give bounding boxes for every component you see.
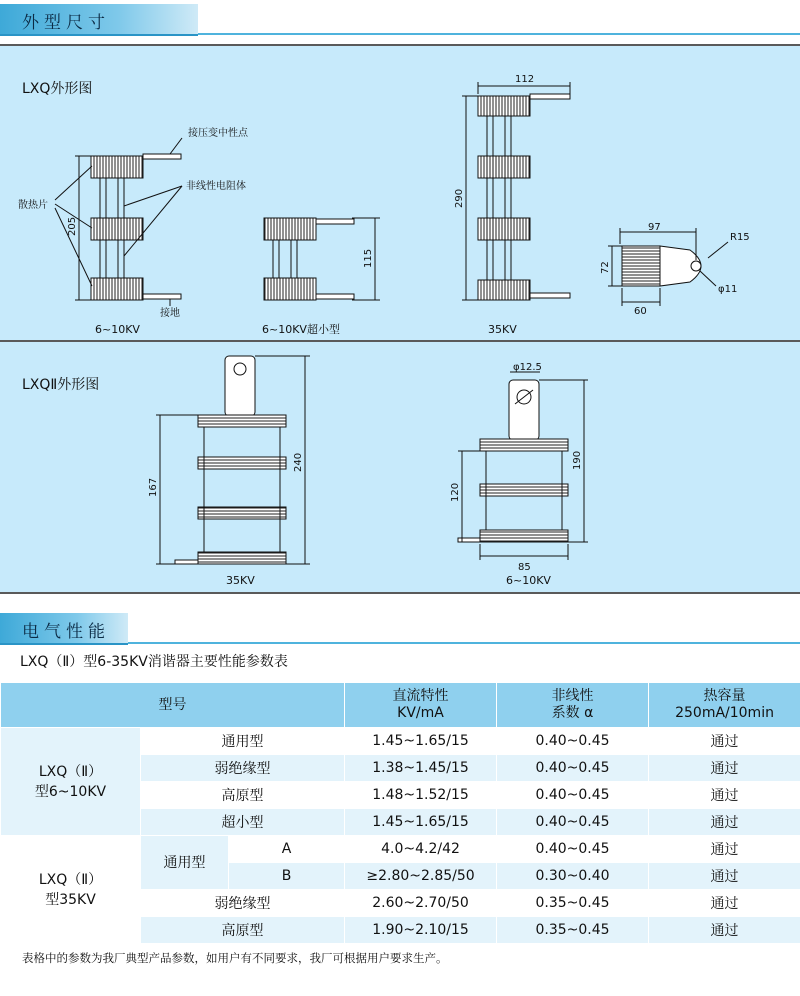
dim-phi12-5: φ12.5 bbox=[513, 362, 542, 373]
group-line2: 型35KV bbox=[45, 891, 96, 908]
dim-r15: R15 bbox=[730, 232, 750, 243]
caption-6-10kv: 6~10KV bbox=[95, 323, 140, 336]
header-heat-line2: 250mA/10min bbox=[675, 705, 774, 721]
cell-dc: ≥2.80~2.85/50 bbox=[345, 863, 497, 890]
dim-97: 97 bbox=[648, 222, 661, 233]
section-title: 电气性能 bbox=[22, 622, 110, 642]
cell-dc: 1.38~1.45/15 bbox=[345, 755, 497, 782]
header-dc-line2: KV/mA bbox=[397, 705, 444, 721]
cell-alpha: 0.30~0.40 bbox=[497, 863, 649, 890]
cell-alpha: 0.40~0.45 bbox=[497, 836, 649, 863]
lxq-35kv-drawing bbox=[462, 82, 570, 300]
lxq2-outline-panel bbox=[0, 340, 800, 594]
cell-heat: 通过 bbox=[649, 836, 800, 863]
table-row bbox=[1, 836, 800, 863]
caption-6-10kv: 6~10KV bbox=[506, 574, 551, 587]
caption-6-10kv-mini: 6~10KV超小型 bbox=[262, 323, 340, 336]
dim-290: 290 bbox=[454, 188, 465, 208]
cell-type: 超小型 bbox=[141, 809, 345, 836]
lxq2-outline-drawing bbox=[0, 342, 800, 592]
cell-dc: 1.45~1.65/15 bbox=[345, 809, 497, 836]
cell-dc: 2.60~2.70/50 bbox=[345, 890, 497, 917]
section-rule bbox=[128, 642, 800, 644]
cell-dc: 1.48~1.52/15 bbox=[345, 782, 497, 809]
panel-title: LXQ外形图 bbox=[22, 81, 93, 97]
cell-alpha: 0.40~0.45 bbox=[497, 782, 649, 809]
dim-phi11: φ11 bbox=[718, 284, 738, 295]
label-ground: 接地 bbox=[160, 308, 180, 319]
cell-dc: 1.45~1.65/15 bbox=[345, 728, 497, 755]
section-tab bbox=[0, 4, 198, 36]
caption-35kv: 35KV bbox=[488, 323, 517, 336]
group-6-10kv bbox=[1, 728, 141, 836]
cell-heat: 通过 bbox=[649, 728, 800, 755]
group-35kv bbox=[1, 836, 141, 944]
dim-60: 60 bbox=[634, 306, 647, 317]
cell-type: A bbox=[229, 836, 345, 863]
label-neutral-point: 接压变中性点 bbox=[188, 128, 248, 139]
dim-112: 112 bbox=[515, 74, 535, 85]
section-rule bbox=[198, 33, 800, 35]
section-tab bbox=[0, 613, 128, 645]
cell-type: 高原型 bbox=[141, 917, 345, 944]
header-dc bbox=[345, 683, 497, 728]
table-row bbox=[1, 728, 800, 755]
lxq2-6-10kv-drawing bbox=[458, 372, 588, 560]
section-header-electrical bbox=[0, 613, 800, 643]
label-nonlinear-resistor: 非线性电阻体 bbox=[186, 181, 246, 192]
cell-alpha: 0.35~0.45 bbox=[497, 917, 649, 944]
dim-190: 190 bbox=[572, 450, 583, 470]
cell-alpha: 0.40~0.45 bbox=[497, 809, 649, 836]
cell-heat: 通过 bbox=[649, 755, 800, 782]
parameter-table bbox=[0, 682, 800, 944]
header-nl-line1: 非线性 bbox=[551, 688, 594, 704]
group-line1: LXQ（Ⅱ） bbox=[38, 763, 103, 780]
group-line1: LXQ（Ⅱ） bbox=[38, 871, 103, 888]
table-subtitle: LXQ（Ⅱ）型6-35KV消谐器主要性能参数表 bbox=[20, 654, 288, 670]
dim-240: 240 bbox=[293, 452, 304, 472]
header-dc-line1: 直流特性 bbox=[392, 688, 449, 704]
lxq-outline-drawing bbox=[0, 46, 800, 340]
cell-dc: 1.90~2.10/15 bbox=[345, 917, 497, 944]
dim-167: 167 bbox=[148, 477, 159, 497]
cell-type: 高原型 bbox=[141, 782, 345, 809]
header-model: 型号 bbox=[1, 683, 345, 728]
cell-alpha: 0.40~0.45 bbox=[497, 755, 649, 782]
lxq-outline-panel bbox=[0, 44, 800, 342]
cell-type: B bbox=[229, 863, 345, 890]
header-nonlinear bbox=[497, 683, 649, 728]
label-heat-sink: 散热片 bbox=[18, 200, 48, 211]
cell-heat: 通过 bbox=[649, 809, 800, 836]
group-line2: 型6~10KV bbox=[34, 783, 107, 800]
dim-85: 85 bbox=[518, 562, 531, 573]
header-heat bbox=[649, 683, 800, 728]
terminal-detail-drawing bbox=[608, 228, 728, 306]
cell-heat: 通过 bbox=[649, 863, 800, 890]
cell-heat: 通过 bbox=[649, 917, 800, 944]
dim-115: 115 bbox=[363, 248, 374, 268]
header-heat-line1: 热容量 bbox=[703, 688, 746, 704]
cell-dc: 4.0~4.2/42 bbox=[345, 836, 497, 863]
cell-heat: 通过 bbox=[649, 890, 800, 917]
cell-type: 弱绝缘型 bbox=[141, 890, 345, 917]
dim-120: 120 bbox=[450, 482, 461, 502]
section-title: 外型尺寸 bbox=[22, 13, 110, 33]
caption-35kv: 35KV bbox=[226, 574, 255, 587]
header-nl-line2: 系数 α bbox=[551, 705, 594, 721]
dim-205: 205 bbox=[67, 216, 78, 236]
table-header-row bbox=[1, 683, 800, 728]
dim-72: 72 bbox=[600, 261, 611, 274]
table-footnote: 表格中的参数为我厂典型产品参数，如用户有不同要求，我厂可根据用户要求生产。 bbox=[22, 951, 448, 965]
lxq2-35kv-drawing bbox=[156, 356, 310, 564]
cell-alpha: 0.35~0.45 bbox=[497, 890, 649, 917]
cell-type: 弱绝缘型 bbox=[141, 755, 345, 782]
section-header-outline bbox=[0, 4, 800, 34]
subgroup-general: 通用型 bbox=[141, 836, 229, 890]
cell-type: 通用型 bbox=[141, 728, 345, 755]
cell-alpha: 0.40~0.45 bbox=[497, 728, 649, 755]
panel-title: LXQⅡ外形图 bbox=[22, 377, 100, 393]
cell-heat: 通过 bbox=[649, 782, 800, 809]
